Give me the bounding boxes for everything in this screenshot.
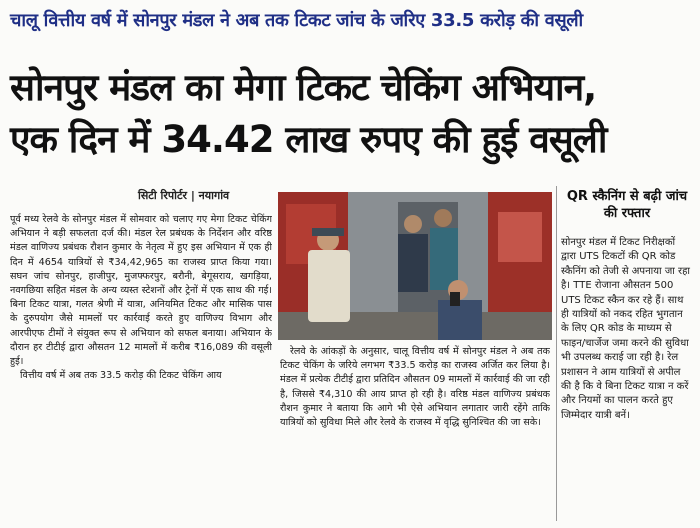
article-column-2 [280,345,550,515]
headline-line-1: सोनपुर मंडल का मेगा टिकट चेकिंग अभियान, [10,66,597,109]
kicker-headline: चालू वित्तीय वर्ष में सोनपुर मंडल ने अब तक टिकट जांच के जरिए 33.5 करोड़ की वसूली [10,10,583,31]
column-divider [556,186,557,521]
sidebar-body: सोनपुर मंडल में टिकट निरीक्षकों द्वारा UTS टिकटों की QR कोड स्कैनिंग को तेजी से अपनाया जा रहा है। TTE रोजाना औसतन 500 UTS टिकट स्कैन कर रहे हैं। साथ ही यात्रियों को नकद रहित भुगतान के लिए QR कोड के माध्यम से फाइन/चार्जेज जमा करने की सुविधा भी उपलब्ध कराई जा रही है। रेल प्रशासन ने आम यात्रियों से अपील की है कि वे बिना टिकट यात्रा न करें और नियमों का पालन करते हुए जिम्मेदार यात्री बनें। [561,237,691,421]
article-column-1 [10,213,272,513]
headline-line-2: एक दिन में 34.42 लाख रुपए की हुई वसूली [10,118,607,161]
news-photo [278,192,552,340]
article-paragraph: पूर्व मध्य रेलवे के सोनपुर मंडल में सोमवार को चलाए गए मेगा टिकट चेकिंग अभियान ने बड़ी सफलता दर्ज की। मंडल रेल प्रबंधक के निर्देशन और वरिष्ठ मंडल वाणिज्य प्रबंधक रौशन कुमार के नेतृत्व में हुए इस अभियान में एक ही दिन में 4654 यात्रियों से ₹34,42,965 का राजस्व प्राप्त किया गया। सघन जांच सोनपुर, हाजीपुर, मुजफ्फरपुर, बरौनी, बेगूसराय, खगड़िया, नवगछिया सहित मंडल के अन्य व्यस्त स्टेशनों और ट्रेनों में एक साथ की गई। बिना टिकट यात्रा, गलत श्रेणी में यात्रा, अनियमित टिकट और मासिक पास के दुरुपयोग जैसे मामलों पर कार्रवाई करते हुए वाणिज्य विभाग और आरपीएफ टीमों ने संयुक्त रूप से अभियान को सफल बनाया। अभियान के दौरान हर टीटीई द्वारा औसतन 12 मामलों में करीब ₹16,089 की वसूली हुई। [10,214,272,368]
article-paragraph: रेलवे के आंकड़ों के अनुसार, चालू वित्तीय वर्ष में सोनपुर मंडल ने अब तक टिकट चेकिंग के जरिये लगभग ₹33.5 करोड़ का राजस्व अर्जित कर लिया है। मंडल में प्रत्येक टीटीई द्वारा प्रतिदिन औसतन 09 मामलों में कार्रवाई की जा रही है, जिससे ₹4,310 की आय प्राप्त हो रही है। वरिष्ठ मंडल वाणिज्य प्रबंधक रौशन कुमार ने बताया कि आगे भी ऐसे अभियान लगातार जारी रहेंगे ताकि यात्रियों को सुविधा मिले और रेलवे के राजस्व में वृद्धि सुनिश्चित की जा सके। [280,346,550,429]
article-paragraph: वित्तीय वर्ष में अब तक 33.5 करोड़ की टिकट चेकिंग आय [20,370,222,382]
news-photo-illustration [278,192,552,340]
byline: सिटी रिपोर्टर | नयागांव [138,189,230,202]
sidebar-title: QR स्कैनिंग से बढ़ी जांच की रफ्तार [566,189,688,221]
